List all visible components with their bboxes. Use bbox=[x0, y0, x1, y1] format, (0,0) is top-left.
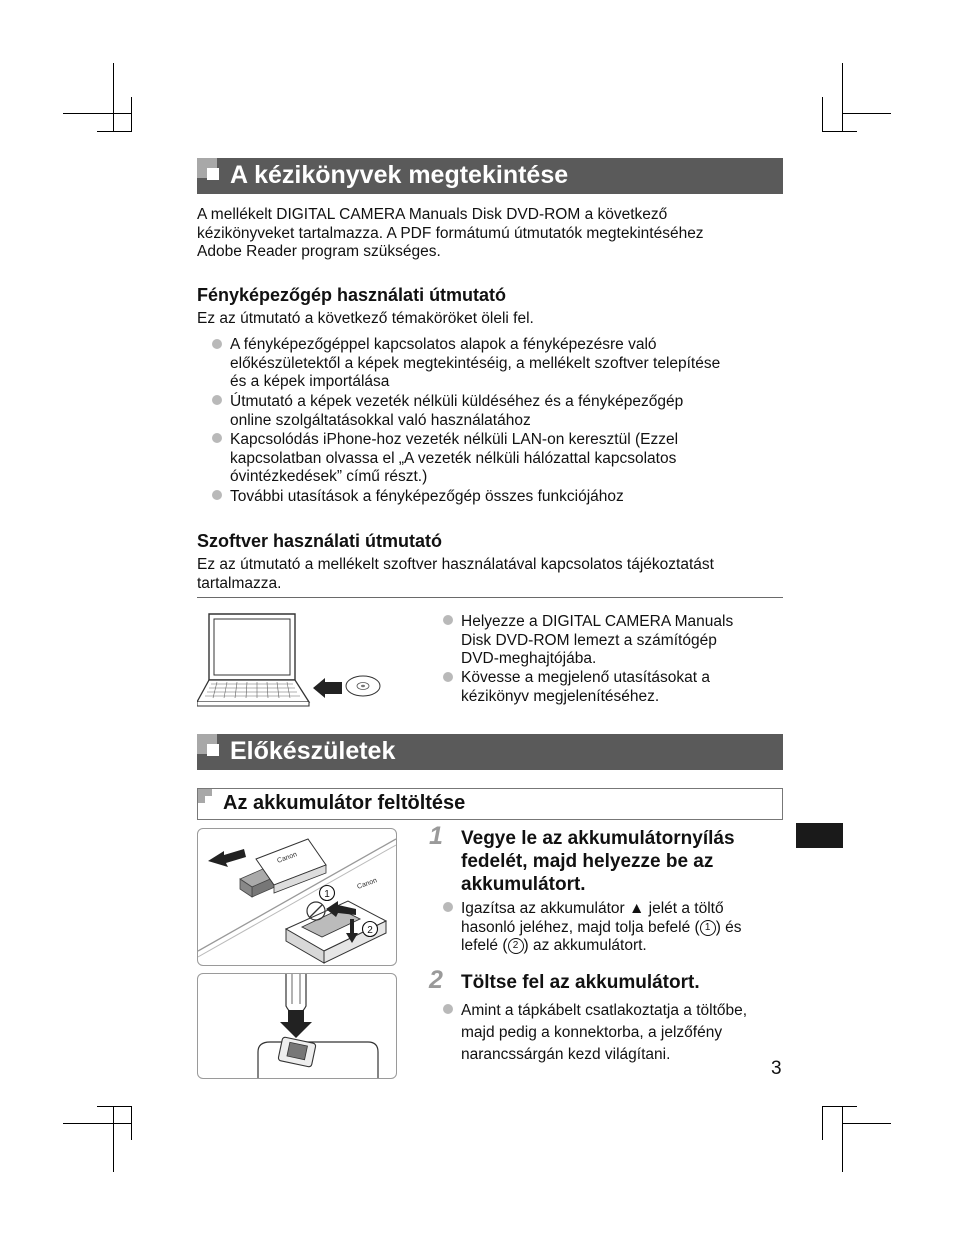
subsection-title: Az akkumulátor feltöltése bbox=[223, 792, 466, 814]
camera-guide-intro: Ez az útmutató a következő témaköröket öleli fel. bbox=[197, 310, 534, 327]
battery-insert-drawing bbox=[198, 829, 396, 965]
charger-plug-drawing bbox=[198, 974, 396, 1078]
chapter-tab-marker bbox=[796, 823, 843, 848]
camera-guide-heading: Fényképezőgép használati útmutató bbox=[197, 285, 507, 305]
divider bbox=[197, 597, 783, 598]
charger-brand-label: Canon bbox=[356, 877, 379, 891]
bullet-dot bbox=[443, 672, 453, 682]
step-title: Töltse fel az akkumulátort. bbox=[461, 972, 700, 993]
list-item: Kövesse a megjelenő utasításokat a kézikönyv megjelenítéséhez. bbox=[461, 669, 711, 705]
bullet-dot bbox=[443, 902, 453, 912]
subsection-header bbox=[197, 788, 783, 820]
software-guide-intro: Ez az útmutató a mellékelt szoftver használatával kapcsolatos tájékoztatást tartalmazza. bbox=[197, 556, 714, 592]
section-header-preparations bbox=[197, 734, 783, 770]
list-item: Igazítsa az akkumulátor ▲ jelét a töltő hasonló jeléhez, majd tolja befelé ( 1 ) és lefelé ( 2 ) az akkumulátort. bbox=[461, 900, 742, 955]
callout-2: 2 bbox=[367, 925, 373, 936]
section-header-manuals bbox=[197, 158, 783, 194]
bullet-dot bbox=[212, 395, 222, 405]
page-number: 3 bbox=[771, 1058, 782, 1079]
battery-brand-label: Canon bbox=[276, 851, 299, 865]
charger-plug-illustration bbox=[197, 973, 397, 1079]
list-item: Kapcsolódás iPhone-hoz vezeték nélküli LAN-on keresztül (Ezzel kapcsolatban olvassa el „A vezeték nélküli hálózattal kapcsolatos óvintézkedések” című részt.) bbox=[230, 431, 679, 486]
step-number: 2 bbox=[429, 966, 443, 994]
callout-1: 1 bbox=[324, 889, 330, 900]
bullet-dot bbox=[212, 490, 222, 500]
list-item: Helyezze a DIGITAL CAMERA Manuals Disk DVD-ROM lemezt a számítógép DVD-meghajtójába. bbox=[461, 613, 734, 668]
callout-circle-1: 1 bbox=[700, 920, 716, 936]
bullet-dot bbox=[443, 1004, 453, 1014]
bullet-dot bbox=[212, 339, 222, 349]
battery-insert-illustration bbox=[197, 828, 397, 966]
list-item: További utasítások a fényképezőgép összes funkciójához bbox=[230, 488, 624, 505]
callout-circle-2: 2 bbox=[508, 938, 524, 954]
bullet-dot bbox=[443, 615, 453, 625]
list-item: Útmutató a képek vezeték nélküli küldéséhez és a fényképezőgép online szolgáltatásokkal való használatához bbox=[230, 393, 684, 429]
section-title: Előkészületek bbox=[230, 737, 396, 765]
section-title: A kézikönyvek megtekintése bbox=[230, 161, 569, 189]
list-item: Amint a tápkábelt csatlakoztatja a töltőbe, majd pedig a konnektorba, a jelzőfény narancssárgán kezd világítani. bbox=[461, 1002, 748, 1063]
step-title: Vegye le az akkumulátornyílás fedelét, majd helyezze be az akkumulátort. bbox=[461, 828, 735, 895]
software-guide-heading: Szoftver használati útmutató bbox=[197, 531, 443, 551]
intro-paragraph: A mellékelt DIGITAL CAMERA Manuals Disk DVD-ROM a következő kézikönyveket tartalmazza. A PDF formátumú útmutatók megtekintéséhez Adobe Reader program szükséges. bbox=[197, 206, 704, 261]
step-number: 1 bbox=[429, 822, 443, 850]
list-item: A fényképezőgéppel kapcsolatos alapok a fényképezésre való előkészületektől a képek megtekintéséig, a mellékelt szoftver telepítése és a képek importálása bbox=[230, 336, 721, 391]
bullet-dot bbox=[212, 433, 222, 443]
laptop-dvd-illustration bbox=[197, 610, 387, 710]
